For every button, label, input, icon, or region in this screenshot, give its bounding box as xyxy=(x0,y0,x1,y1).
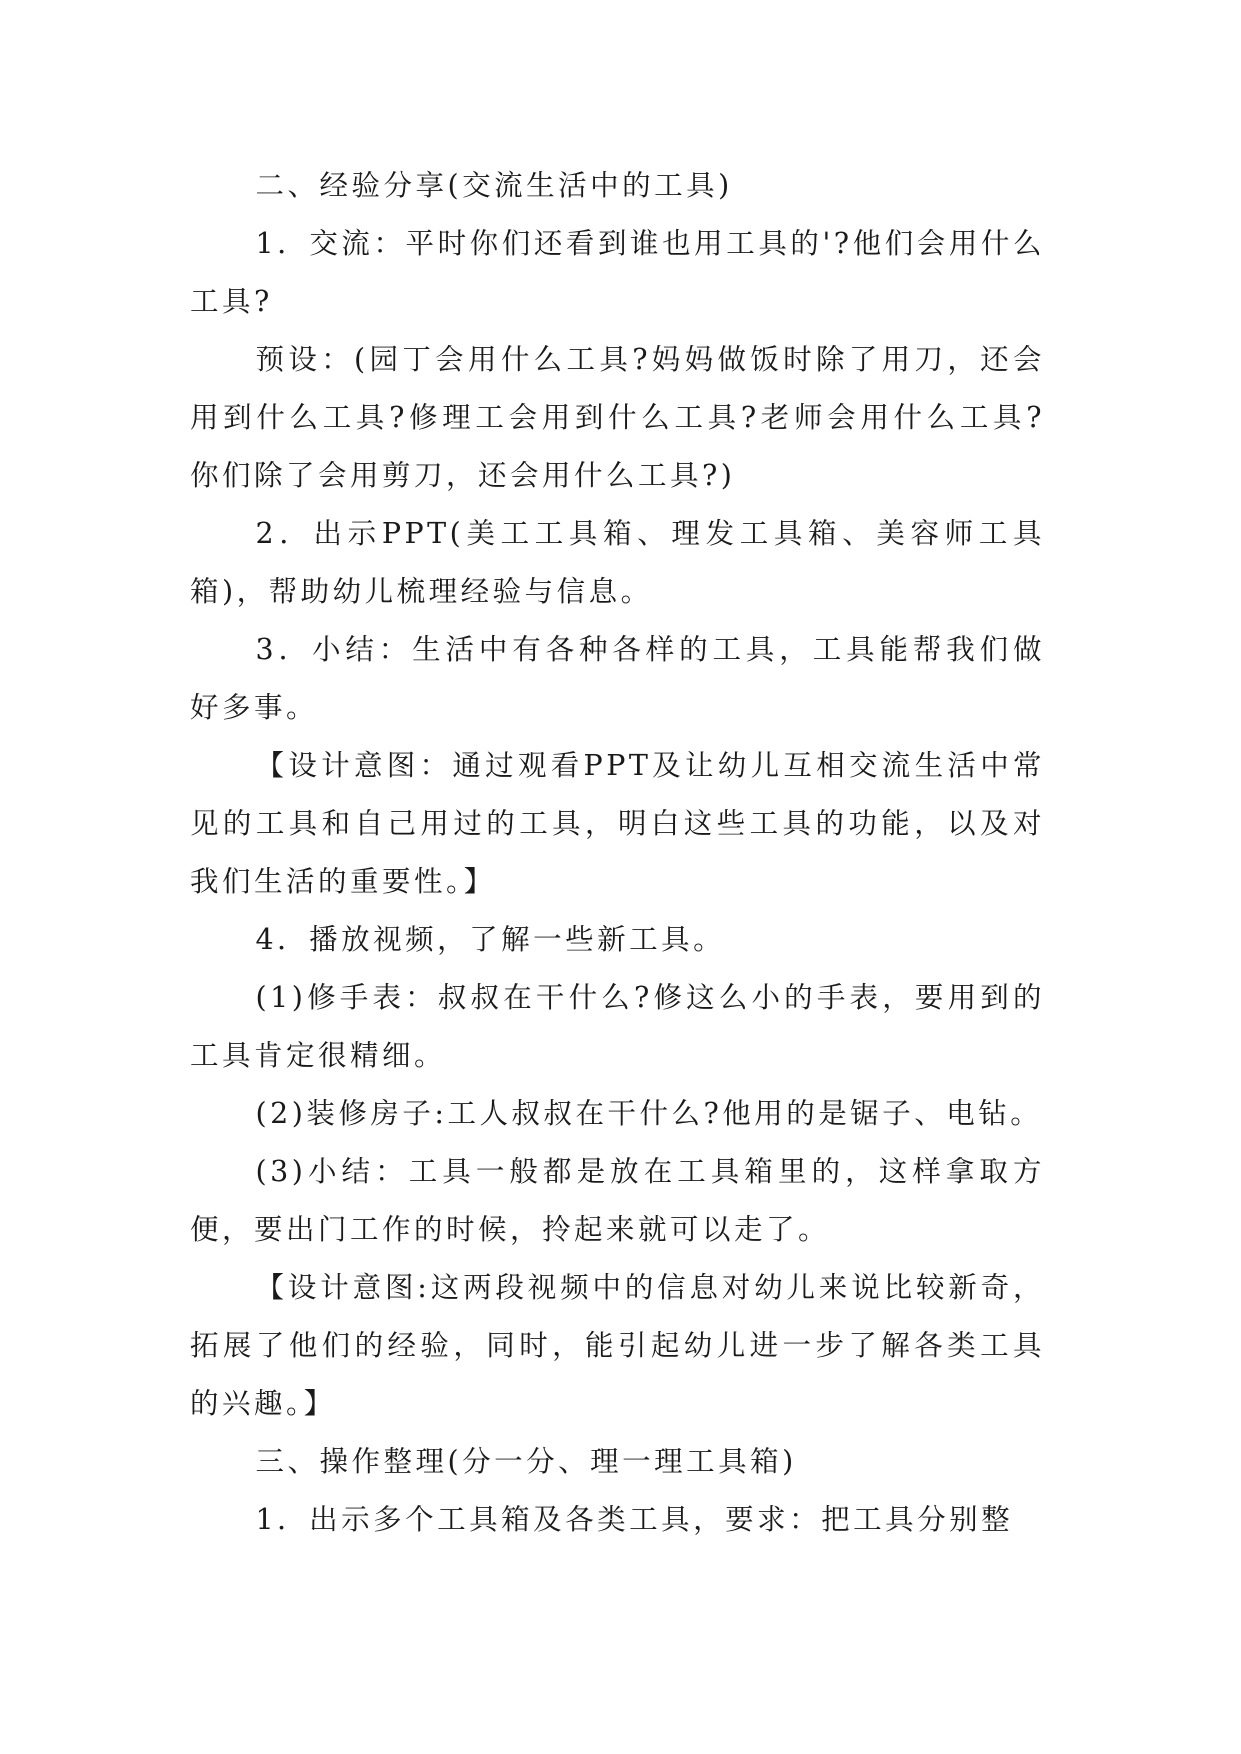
paragraph-play-video: 4．播放视频，了解一些新工具。 xyxy=(255,923,726,956)
paragraph-show-toolboxes: 1．出示多个工具箱及各类工具，要求：把工具分别整 xyxy=(255,1503,1014,1536)
paragraph-design-intent-1: 【设计意图：通过观看PPT及让幼儿互相交流生活中常见的工具和自己用过的工具，明白这些工具的功能，以及对我们生活的重要性。】 xyxy=(190,749,1045,898)
paragraph-decorate-house: (2)装修房子:工人叔叔在干什么?他用的是锯子、电钻。 xyxy=(255,1097,1043,1130)
paragraph-summary: 3．小结：生活中有各种各样的工具，工具能帮我们做好多事。 xyxy=(190,633,1045,724)
paragraph-exchange: 1．交流：平时你们还看到谁也用工具的'?他们会用什么工具? xyxy=(190,227,1045,318)
paragraph-show-ppt: 2．出示PPT(美工工具箱、理发工具箱、美容师工具箱)，帮助幼儿梳理经验与信息。 xyxy=(190,517,1045,608)
paragraph-repair-watch: (1)修手表：叔叔在干什么?修这么小的手表，要用到的工具肯定很精细。 xyxy=(190,981,1045,1072)
paragraph-presets: 预设：(园丁会用什么工具?妈妈做饭时除了用刀，还会用到什么工具?修理工会用到什么工具?老师会用什么工具?你们除了会用剪刀，还会用什么工具?) xyxy=(190,343,1045,492)
paragraph-design-intent-2: 【设计意图:这两段视频中的信息对幼儿来说比较新奇，拓展了他们的经验，同时，能引起幼儿进一步了解各类工具的兴趣。】 xyxy=(190,1271,1045,1420)
section-heading-operation: 三、操作整理(分一分、理一理工具箱) xyxy=(255,1445,797,1478)
paragraph-subsummary: (3)小结：工具一般都是放在工具箱里的，这样拿取方便，要出门工作的时候，拎起来就可以走了。 xyxy=(190,1155,1045,1246)
document-body xyxy=(190,157,1045,1549)
section-heading-experience-sharing: 二、经验分享(交流生活中的工具) xyxy=(255,169,733,202)
